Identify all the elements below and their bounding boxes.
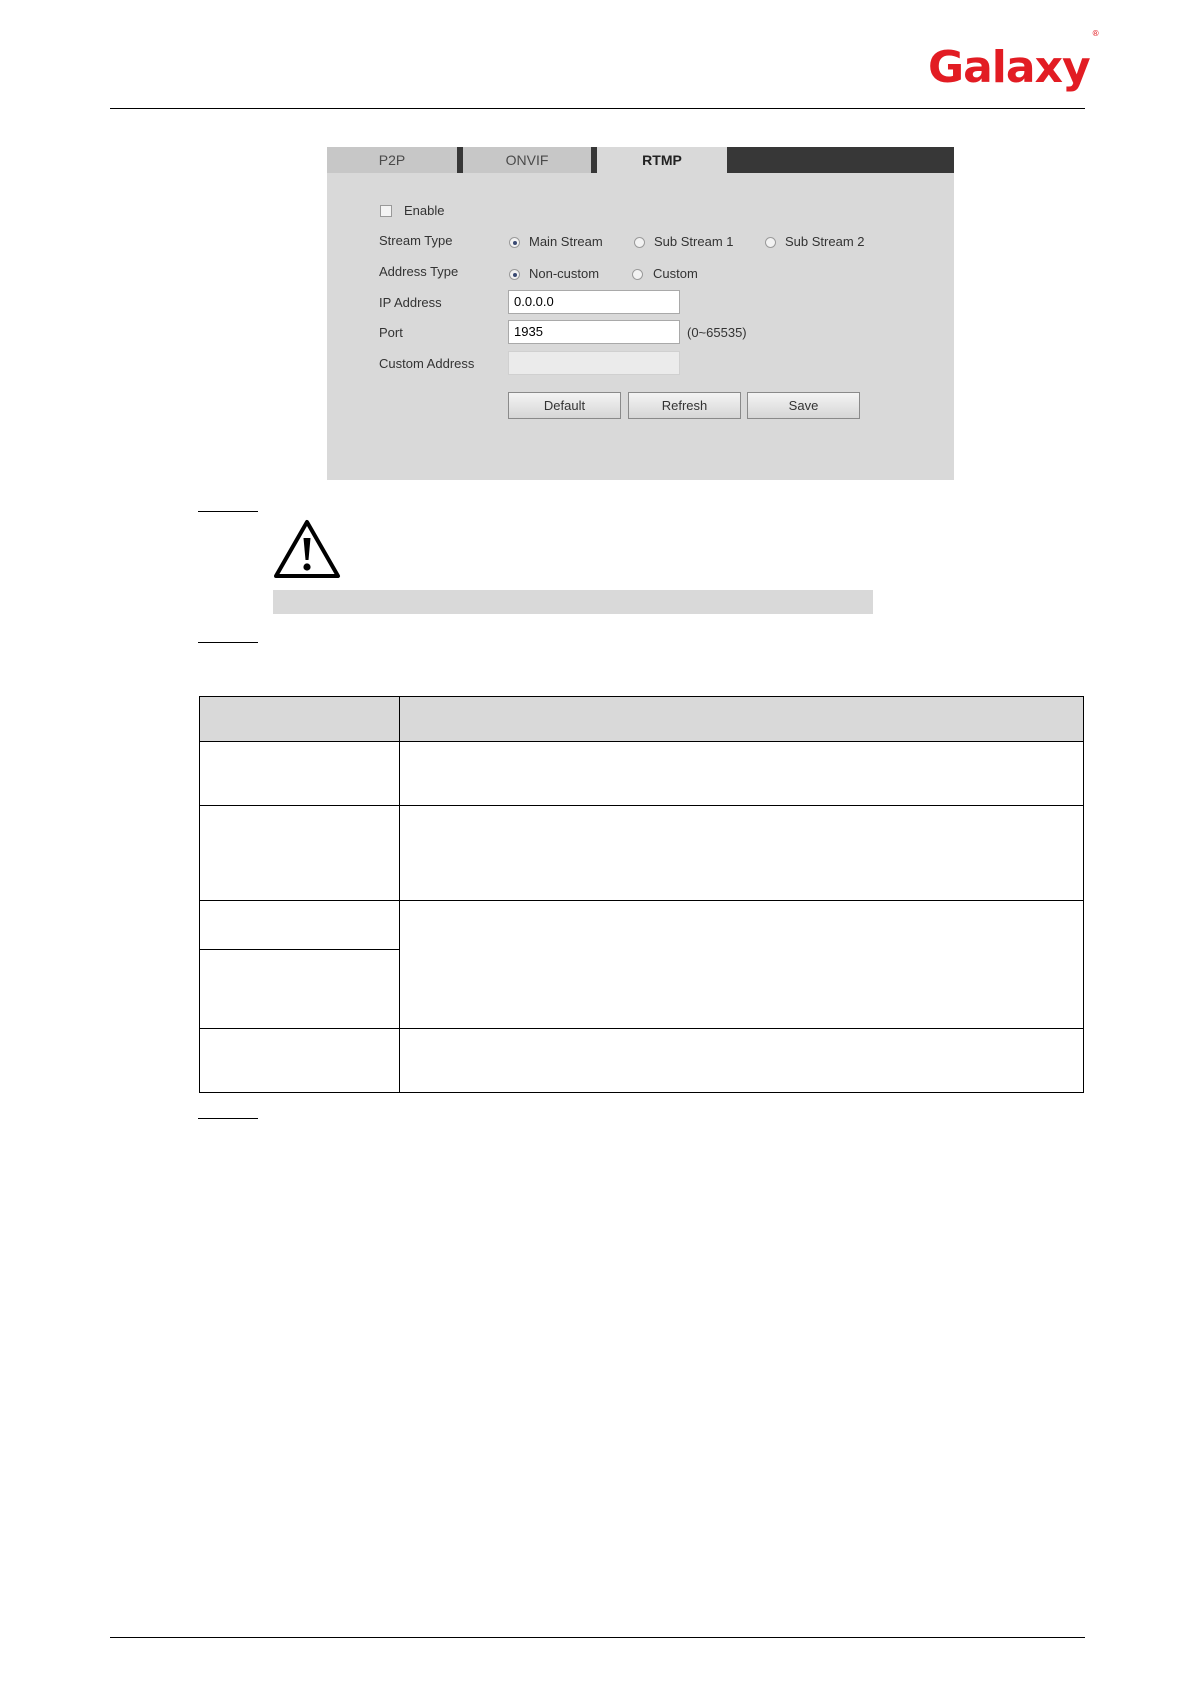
tab-rtmp[interactable]: RTMP <box>597 147 727 173</box>
option-sub-stream-2: Sub Stream 2 <box>785 234 865 249</box>
table-cell <box>400 806 1084 901</box>
step-marker <box>198 1118 258 1119</box>
table-row <box>200 806 1084 901</box>
radio-custom[interactable] <box>632 269 643 280</box>
table-cell <box>200 901 400 950</box>
table-row <box>200 742 1084 806</box>
table-cell <box>400 1029 1084 1093</box>
step-marker <box>198 642 258 643</box>
custom-address-label: Custom Address <box>379 356 475 371</box>
table-header-row <box>200 697 1084 742</box>
tab-bar <box>327 147 954 173</box>
brand-logo: Galaxy® <box>928 29 1099 93</box>
table-header-cell <box>400 697 1084 742</box>
default-button[interactable]: Default <box>508 392 621 419</box>
port-label: Port <box>379 325 403 340</box>
address-type-label: Address Type <box>379 264 459 279</box>
table-cell <box>200 806 400 901</box>
table-cell <box>200 1029 400 1093</box>
radio-main-stream[interactable] <box>509 237 520 248</box>
refresh-button[interactable]: Refresh <box>628 392 741 419</box>
header-rule <box>110 108 1085 109</box>
option-sub-stream-1: Sub Stream 1 <box>654 234 734 249</box>
option-main-stream: Main Stream <box>529 234 603 249</box>
option-non-custom: Non-custom <box>529 266 600 281</box>
table-cell <box>200 742 400 806</box>
step-marker <box>198 511 258 512</box>
radio-non-custom[interactable] <box>509 269 520 280</box>
enable-checkbox[interactable] <box>380 205 392 217</box>
radio-sub-stream-1[interactable] <box>634 237 645 248</box>
port-range-hint: (0~65535) <box>687 325 747 340</box>
tab-p2p[interactable]: P2P <box>327 147 457 173</box>
table-row <box>200 901 1084 950</box>
rtmp-settings-panel <box>327 147 954 480</box>
stream-type-label: Stream Type <box>379 233 453 248</box>
ip-address-input[interactable]: 0.0.0.0 <box>508 290 680 314</box>
tab-onvif[interactable]: ONVIF <box>463 147 591 173</box>
parameter-table <box>199 696 1084 1093</box>
port-input[interactable]: 1935 <box>508 320 680 344</box>
caution-note-bar <box>273 590 873 614</box>
caution-icon <box>273 518 341 580</box>
ip-address-label: IP Address <box>379 295 442 310</box>
custom-address-input[interactable] <box>508 351 680 375</box>
table-cell <box>200 950 400 1029</box>
radio-sub-stream-2[interactable] <box>765 237 776 248</box>
table-row <box>200 1029 1084 1093</box>
enable-label: Enable <box>404 203 445 218</box>
save-button[interactable]: Save <box>747 392 860 419</box>
footer-rule <box>110 1637 1085 1638</box>
table-cell <box>400 742 1084 806</box>
table-header-cell <box>200 697 400 742</box>
table-cell <box>400 901 1084 1029</box>
option-custom: Custom <box>653 266 698 281</box>
